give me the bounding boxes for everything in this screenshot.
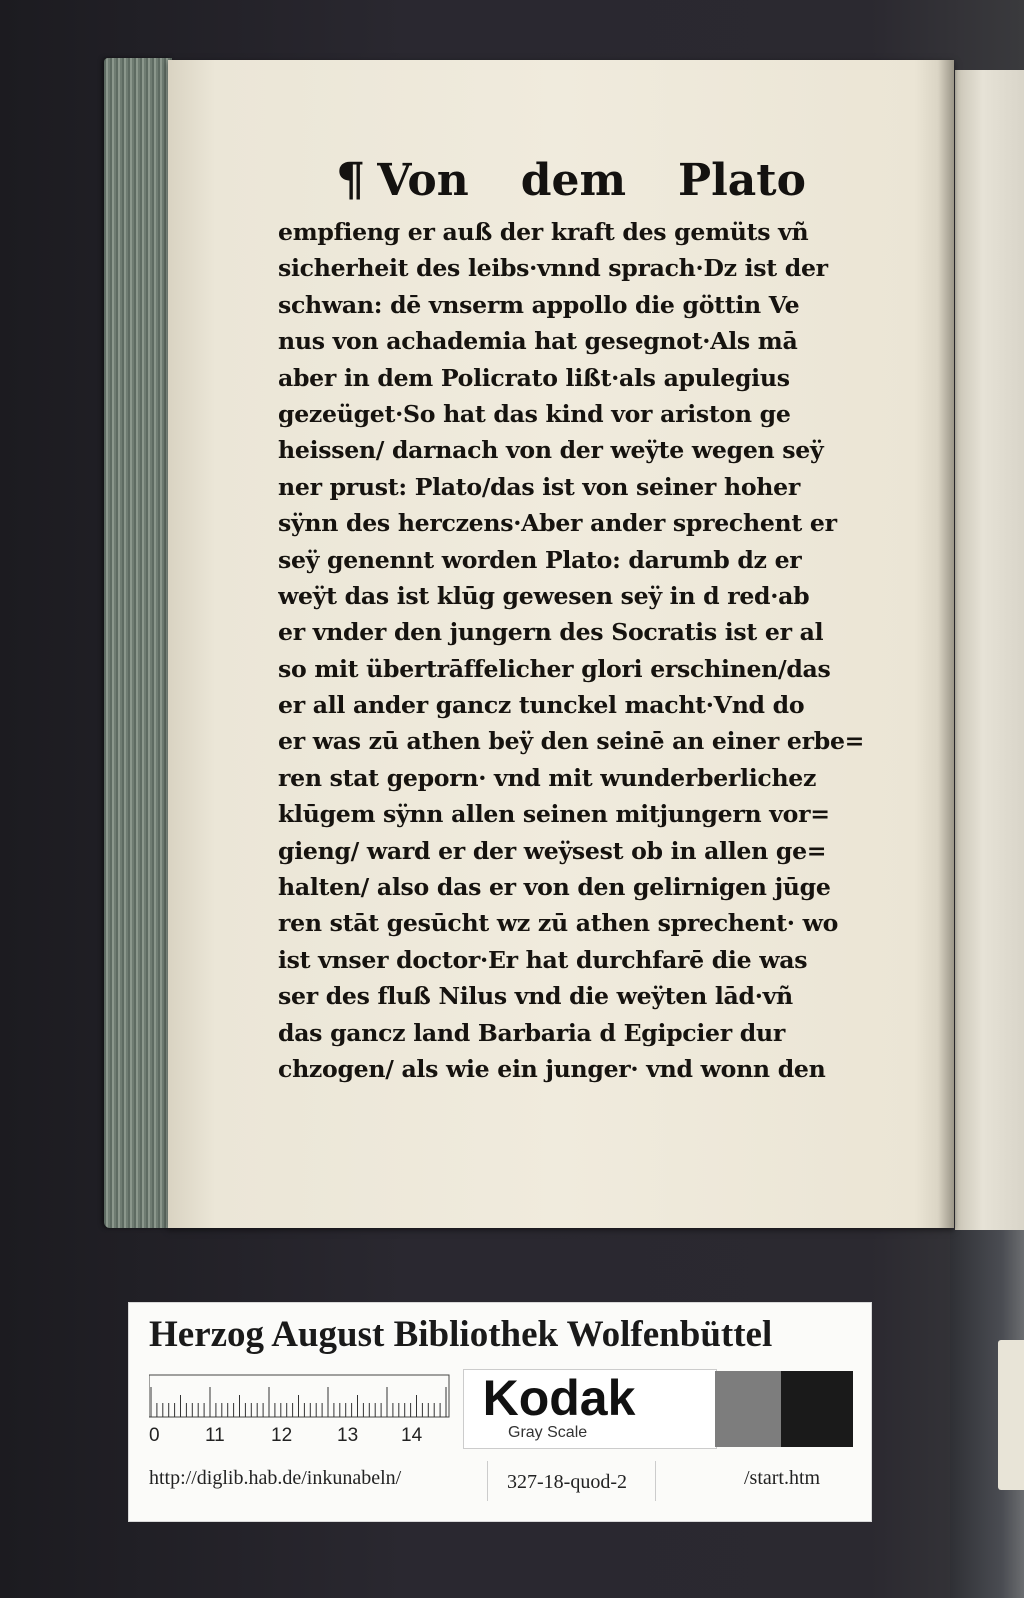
text-line: er was zū athen beÿ den seinē an einer erbe= bbox=[278, 727, 865, 756]
ruler-number: 13 bbox=[337, 1425, 359, 1446]
text-line: schwan: dē vnserm appollo die göttin Ve bbox=[278, 290, 800, 319]
black-patch bbox=[781, 1371, 853, 1447]
text-line: nus von achademia hat gesegnot·Als mā bbox=[278, 327, 798, 356]
library-color-card bbox=[128, 1302, 872, 1522]
measurement-ruler bbox=[149, 1373, 451, 1447]
text-line: sicherheit des leibs·vnnd sprach·Dz ist der bbox=[278, 254, 828, 283]
kodak-logo-box bbox=[463, 1369, 717, 1449]
text-line: so mit übertrāffelicher glori erschinen/das bbox=[278, 654, 831, 683]
heading-word: dem bbox=[520, 155, 627, 206]
kodak-logo: Kodak bbox=[482, 1370, 636, 1426]
text-line: er all ander gancz tunckel macht·Vnd do bbox=[278, 691, 805, 720]
text-line: ser des fluß Nilus vnd die weÿten lād·vñ bbox=[278, 982, 793, 1011]
text-line: weÿt das ist klūg gewesen seÿ in d red·ab bbox=[278, 581, 810, 610]
text-line: heissen/ darnach von der weÿte wegen seÿ bbox=[278, 436, 824, 465]
text-line: ner prust: Plato/das ist von seiner hoher bbox=[278, 472, 800, 501]
text-line: seÿ genennt worden Plato: darumb dz er bbox=[278, 545, 802, 574]
ruler-ticks bbox=[149, 1373, 451, 1421]
url-suffix: /start.htm bbox=[744, 1467, 821, 1489]
url-prefix: http://diglib.hab.de/inkunabeln/ bbox=[149, 1467, 402, 1489]
text-line: ist vnser doctor·Er hat durchfarē die was bbox=[278, 945, 808, 974]
body-text bbox=[278, 214, 878, 1087]
chapter-heading bbox=[336, 152, 806, 212]
text-line: halten/ also das er von den gelirnigen jūge bbox=[278, 873, 831, 902]
ruler-number: 0 bbox=[149, 1425, 160, 1446]
ruler-number: 11 bbox=[205, 1425, 225, 1446]
adjacent-page bbox=[955, 70, 1024, 1230]
ruler-number: 12 bbox=[271, 1425, 293, 1446]
text-line: chzogen/ als wie ein junger· vnd wonn den bbox=[278, 1054, 826, 1083]
text-line: gieng/ ward er der weÿsest ob in allen ge= bbox=[278, 836, 827, 865]
text-line: das gancz land Barbaria d Egipcier dur bbox=[278, 1018, 785, 1047]
text-line: sÿnn des herczens·Aber ander sprechent er bbox=[278, 509, 837, 538]
text-line: ren stat geporn· vnd mit wunderberlichez bbox=[278, 763, 817, 792]
text-line: gezeüget·So hat das kind vor ariston ge bbox=[278, 399, 791, 428]
paragraph-mark: ¶ bbox=[336, 152, 366, 206]
text-line: ren stāt gesūcht wz zū athen sprechent· wo bbox=[278, 909, 839, 938]
gray-scale-label: Gray Scale bbox=[508, 1424, 588, 1441]
shelfmark: 327-18-quod-2 bbox=[507, 1471, 627, 1493]
text-line: empfieng er auß der kraft des gemüts vñ bbox=[278, 218, 809, 246]
text-line: klūgem sÿnn allen seinen mitjungern vor= bbox=[278, 800, 830, 829]
text-line: aber in dem Policrato lißt·als apulegius bbox=[278, 363, 790, 392]
page-stack-edge bbox=[104, 58, 172, 1228]
heading-word: Plato bbox=[678, 155, 806, 206]
divider bbox=[487, 1461, 488, 1501]
library-name: Herzog August Bibliothek Wolfenbüttel bbox=[149, 1314, 773, 1355]
divider bbox=[655, 1461, 656, 1501]
ruler-number: 14 bbox=[401, 1425, 423, 1446]
neighbor-label-tab bbox=[998, 1340, 1024, 1490]
gray-patch bbox=[715, 1371, 781, 1447]
card-footer bbox=[129, 1457, 871, 1517]
heading-word: Von bbox=[377, 155, 469, 206]
text-line: er vnder den jungern des Socratis ist er al bbox=[278, 618, 824, 647]
page-gutter bbox=[938, 60, 954, 1228]
